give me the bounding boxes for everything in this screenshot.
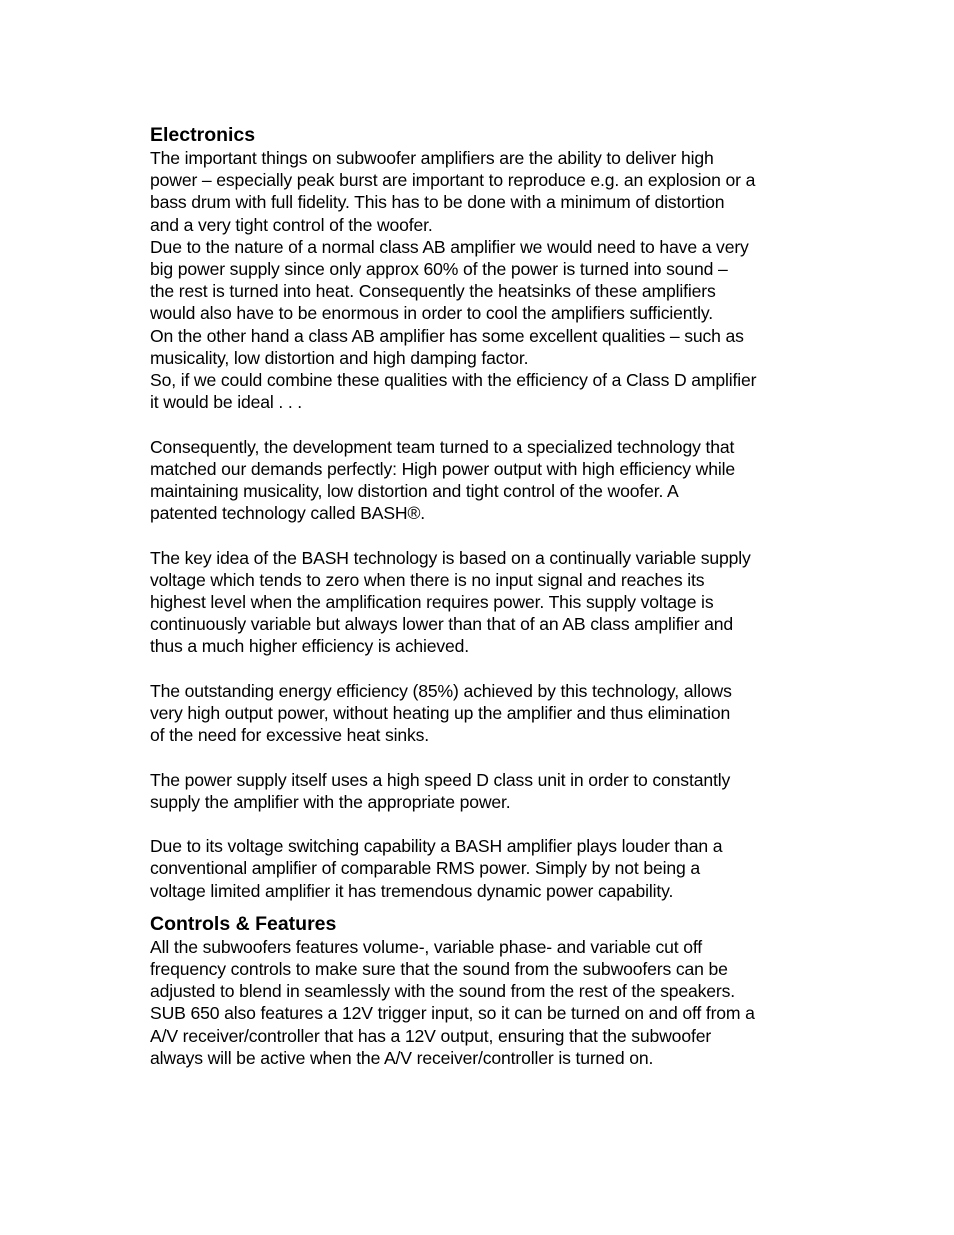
text-line: patented technology called BASH®. (150, 503, 426, 524)
text-line: musicality, low distortion and high damping factor. (150, 347, 529, 368)
text-line: So, if we could combine these qualities with the efficiency of a Class D amplifier (150, 370, 757, 391)
paragraph (150, 147, 840, 236)
text-line: bass drum with full fidelity. This has to be done with a minimum of distortion (150, 192, 725, 213)
text-line: The important things on subwoofer amplifiers are the ability to deliver high (150, 148, 714, 168)
paragraph (150, 236, 840, 325)
text-line: thus a much higher efficiency is achieved. (150, 636, 470, 657)
text-line: The outstanding energy efficiency (85%) achieved by this technology, allows (150, 680, 732, 701)
text-line: voltage which tends to zero when there is no input signal and reaches its (150, 569, 705, 590)
text-line: of the need for excessive heat sinks. (150, 725, 430, 746)
text-line: very high output power, without heating up the amplifier and thus elimination (150, 703, 731, 724)
paragraph-spacer (150, 746, 840, 768)
text-line: highest level when the amplification requires power. This supply voltage is (150, 592, 714, 613)
paragraph-spacer (150, 813, 840, 835)
paragraph (150, 547, 840, 658)
text-line: frequency controls to make sure that the sound from the subwoofers can be (150, 959, 728, 980)
text-line: and a very tight control of the woofer. (150, 214, 433, 235)
text-line: power – especially peak burst are important to reproduce e.g. an explosion or a (150, 170, 756, 191)
paragraph (150, 680, 840, 747)
section-heading: Electronics (150, 124, 256, 146)
paragraph-spacer (150, 658, 840, 680)
text-line: adjusted to blend in seamlessly with the sound from the rest of the speakers. (150, 981, 736, 1002)
text-line: On the other hand a class AB amplifier has some excellent qualities – such as (150, 325, 744, 346)
paragraph (150, 325, 840, 369)
text-line: would also have to be enormous in order to cool the amplifiers sufficiently. (150, 303, 713, 324)
text-line: maintaining musicality, low distortion and tight control of the woofer. A (150, 481, 679, 502)
text-line: conventional amplifier of comparable RMS power. Simply by not being a (150, 858, 701, 879)
paragraph (150, 1002, 840, 1069)
text-line: The key idea of the BASH technology is based on a continually variable supply (150, 547, 751, 568)
paragraph (150, 436, 840, 525)
section-controls-features (150, 912, 840, 1069)
text-line: continuously variable but always lower than that of an AB class amplifier and (150, 614, 734, 635)
text-line: SUB 650 also features a 12V trigger input, so it can be turned on and off from a (150, 1003, 755, 1024)
paragraph-spacer (150, 413, 840, 435)
text-line: Due to the nature of a normal class AB amplifier we would need to have a very (150, 236, 749, 257)
paragraph-spacer (150, 524, 840, 546)
paragraph (150, 769, 840, 813)
text-line: always will be active when the A/V receiver/controller is turned on. (150, 1047, 654, 1068)
paragraph (150, 369, 840, 413)
text-line: the rest is turned into heat. Consequently the heatsinks of these amplifiers (150, 281, 716, 302)
text-line: big power supply since only approx 60% of the power is turned into sound – (150, 259, 728, 280)
paragraph (150, 936, 840, 1003)
text-line: Consequently, the development team turned to a specialized technology that (150, 436, 735, 457)
document-page (150, 123, 840, 1069)
text-line: voltage limited amplifier it has tremendous dynamic power capability. (150, 880, 674, 901)
text-line: All the subwoofers features volume-, variable phase- and variable cut off (150, 936, 703, 957)
text-line: supply the amplifier with the appropriate power. (150, 791, 511, 812)
section-electronics (150, 123, 840, 902)
paragraph (150, 835, 840, 902)
text-line: Due to its voltage switching capability a BASH amplifier plays louder than a (150, 836, 723, 857)
text-line: The power supply itself uses a high speed D class unit in order to constantly (150, 769, 731, 790)
section-heading: Controls & Features (150, 912, 337, 935)
text-line: it would be ideal . . . (150, 392, 303, 413)
text-line: A/V receiver/controller that has a 12V output, ensuring that the subwoofer (150, 1025, 712, 1046)
text-line: matched our demands perfectly: High power output with high efficiency while (150, 458, 735, 479)
